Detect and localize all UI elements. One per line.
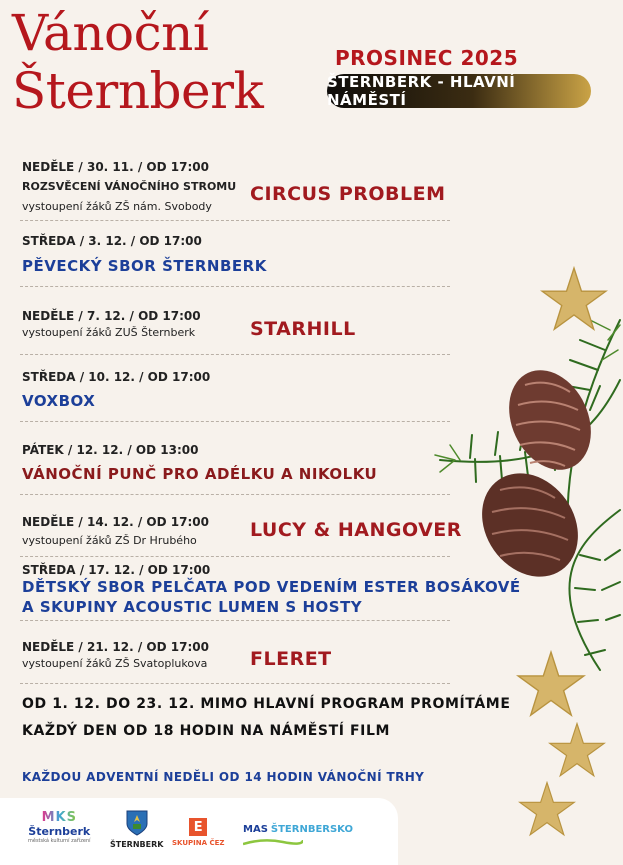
pine-cone-icon: [462, 455, 597, 596]
event-date: STŘEDA / 17. 12. / OD 17:00: [22, 563, 211, 577]
event-date: NEDĚLE / 7. 12. / OD 17:00: [22, 309, 201, 323]
event-date: PÁTEK / 12. 12. / OD 13:00: [22, 443, 199, 457]
mks-logo: [28, 810, 91, 844]
divider: [20, 494, 450, 495]
event-performer: STARHILL: [250, 318, 356, 340]
star-icon: [540, 266, 608, 332]
star-icon: [516, 650, 586, 718]
cez-logo-text: SKUPINA ČEZ: [172, 839, 225, 847]
event-performer: A SKUPINY ACOUSTIC LUMEN S HOSTY: [22, 598, 363, 616]
cez-logo: [172, 818, 224, 847]
event-subtitle: ROZSVĚCENÍ VÁNOČNÍHO STROMU: [22, 180, 237, 193]
mks-logo-tagline: městská kulturní zařízení: [28, 838, 91, 844]
divider: [20, 683, 450, 684]
event-performer: CIRCUS PROBLEM: [250, 183, 446, 205]
star-icon: [548, 722, 606, 778]
event-performer: VOXBOX: [22, 392, 96, 410]
coat-of-arms-icon: [126, 810, 148, 836]
event-subtitle: vystoupení žáků ZŠ nám. Svobody: [22, 200, 212, 213]
pine-cone-icon: [494, 357, 607, 483]
event-performer: PĚVECKÝ SBOR ŠTERNBERK: [22, 257, 267, 275]
sponsor-logo-bar: [0, 798, 398, 865]
star-icon: [518, 781, 576, 837]
title-line-1: Vánoční: [12, 4, 209, 62]
event-performer: LUCY & HANGOVER: [250, 519, 462, 541]
mas-logo-prefix: MAS: [243, 824, 268, 835]
mks-logo-name: Šternberk: [28, 825, 91, 838]
title-line-2: Šternberk: [12, 62, 264, 120]
mas-logo: [243, 824, 353, 835]
event-subtitle: vystoupení žáků ZŠ Dr Hrubého: [22, 534, 197, 547]
event-date: NEDĚLE / 21. 12. / OD 17:00: [22, 640, 209, 654]
event-subtitle: vystoupení žáků ZUŠ Šternberk: [22, 326, 196, 339]
film-note-line-1: OD 1. 12. DO 23. 12. MIMO HLAVNÍ PROGRAM PROMÍTÁME: [22, 696, 511, 712]
event-date: NEDĚLE / 30. 11. / OD 17:00: [22, 160, 209, 174]
event-performer: DĚTSKÝ SBOR PELČATA POD VEDENÍM ESTER BOSÁKOVÉ: [22, 578, 521, 596]
film-note-line-2: KAŽDÝ DEN OD 18 HODIN NA NÁMĚSTÍ FILM: [22, 723, 391, 739]
location-badge: ŠTERNBERK - HLAVNÍ NÁMĚSTÍ: [327, 74, 591, 108]
mas-logo-name: ŠTERNBERSKO: [270, 824, 353, 835]
event-date: NEDĚLE / 14. 12. / OD 17:00: [22, 515, 209, 529]
cez-logo-icon: E: [189, 818, 207, 836]
mas-swoosh-icon: [243, 838, 303, 846]
event-date: STŘEDA / 3. 12. / OD 17:00: [22, 234, 202, 248]
divider: [20, 421, 450, 422]
divider: [20, 286, 450, 287]
event-subtitle: vystoupení žáků ZŠ Svatoplukova: [22, 657, 208, 670]
town-logo-text: ŠTERNBERK: [110, 840, 164, 849]
divider: [20, 220, 450, 221]
divider: [20, 620, 450, 621]
event-performer: FLERET: [250, 648, 332, 670]
town-logo: [110, 810, 163, 849]
divider: [20, 354, 450, 355]
market-note: KAŽDOU ADVENTNÍ NEDĚLI OD 14 HODIN VÁNOČNÍ TRHY: [22, 770, 425, 784]
divider: [20, 556, 450, 557]
event-performer: VÁNOČNÍ PUNČ PRO ADÉLKU A NIKOLKU: [22, 465, 378, 483]
mks-logo-letters: MKŠ: [41, 810, 77, 825]
month-label: PROSINEC 2025: [335, 46, 519, 70]
event-date: STŘEDA / 10. 12. / OD 17:00: [22, 370, 211, 384]
